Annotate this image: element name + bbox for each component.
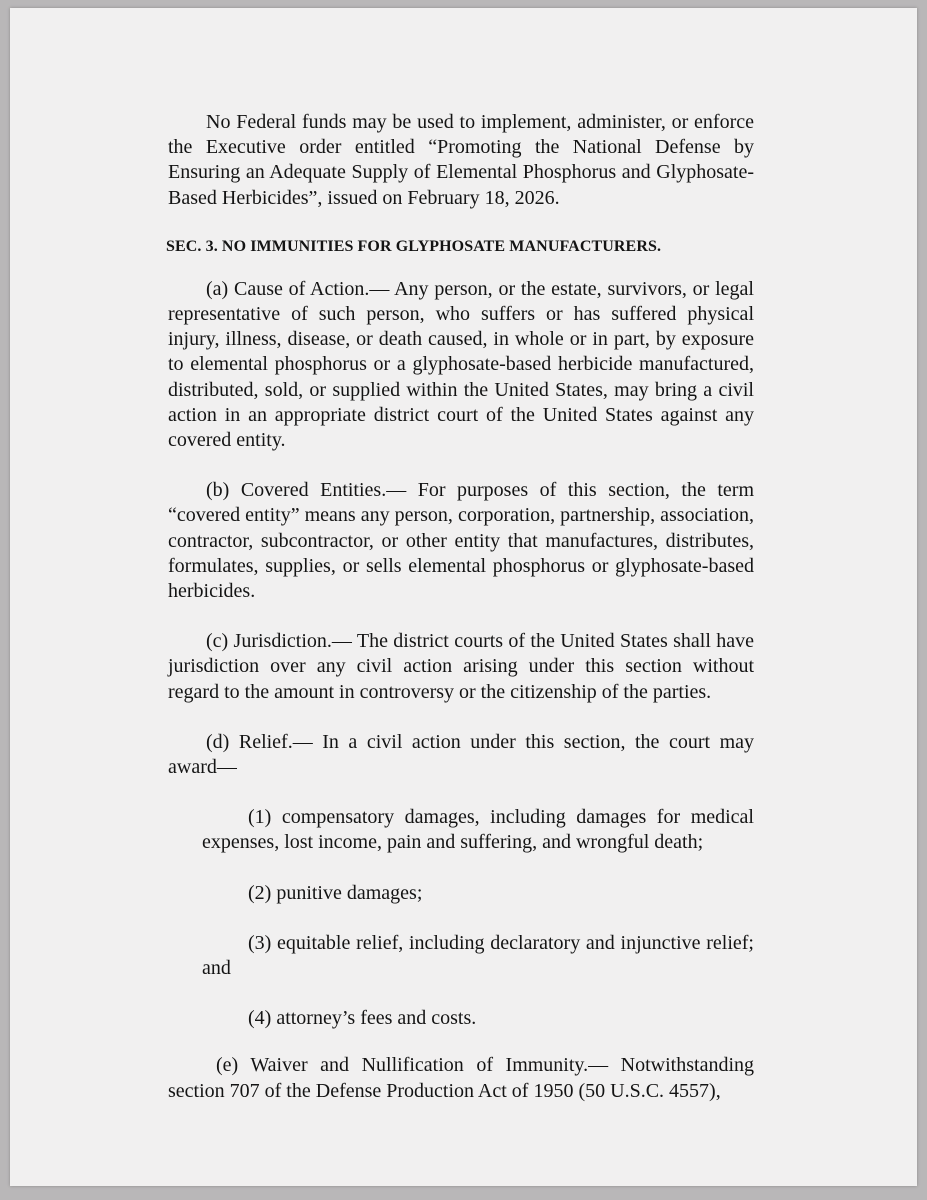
section-heading: SEC. 3. NO IMMUNITIES FOR GLYPHOSATE MANUFACTURERS. [166, 237, 662, 255]
document-page [10, 8, 917, 1186]
subsection-e-waiver: (e) Waiver and Nullification of Immunity.— Notwithstanding section 707 of the Defense Production Act of 1950 (50 U.S.C. 4557), [168, 1054, 754, 1102]
relief-item-4: (4) attorney’s fees and costs. [248, 1007, 477, 1030]
subsection-b-covered-entities: (b) Covered Entities.— For purposes of this section, the term “covered entity” means any person, corporation, partnership, association, contractor, subcontractor, or other entity that manufactures, distributes, formulates, supplies, or sells elemental phosphorus or glyphosate-based herbicides. [168, 479, 754, 603]
relief-item-2: (2) punitive damages; [248, 881, 423, 904]
subsection-c-jurisdiction: (c) Jurisdiction.— The district courts of the United States shall have jurisdiction over any civil action arising under this section without regard to the amount in controversy or the citizenship of the parties. [168, 630, 754, 703]
relief-item-1: (1) compensatory damages, including damages for medical expenses, lost income, pain and suffering, and wrongful death; [202, 806, 754, 854]
subsection-d-relief: (d) Relief.— In a civil action under this section, the court may award— [168, 730, 754, 779]
relief-item-3: (3) equitable relief, including declaratory and injunctive relief; and [202, 931, 754, 980]
document-body [168, 110, 754, 1104]
subsection-a-cause-of-action: (a) Cause of Action.— Any person, or the estate, survivors, or legal representative of such person, who suffers or has suffered physical injury, illness, disease, or death caused, in whole or in part, by exposure to elemental phosphorus or a glyphosate-based herbicide manufactured, distributed, sold, or supplied within the United States, may bring a civil action in an appropriate district court of the United States against any covered entity. [168, 277, 754, 452]
opening-paragraph: No Federal funds may be used to implement, administer, or enforce the Executive order entitled “Promoting the National Defense by Ensuring an Adequate Supply of Elemental Phosphorus and Glyphosate-Based Herbicides”, issued on February 18, 2026. [168, 111, 754, 209]
